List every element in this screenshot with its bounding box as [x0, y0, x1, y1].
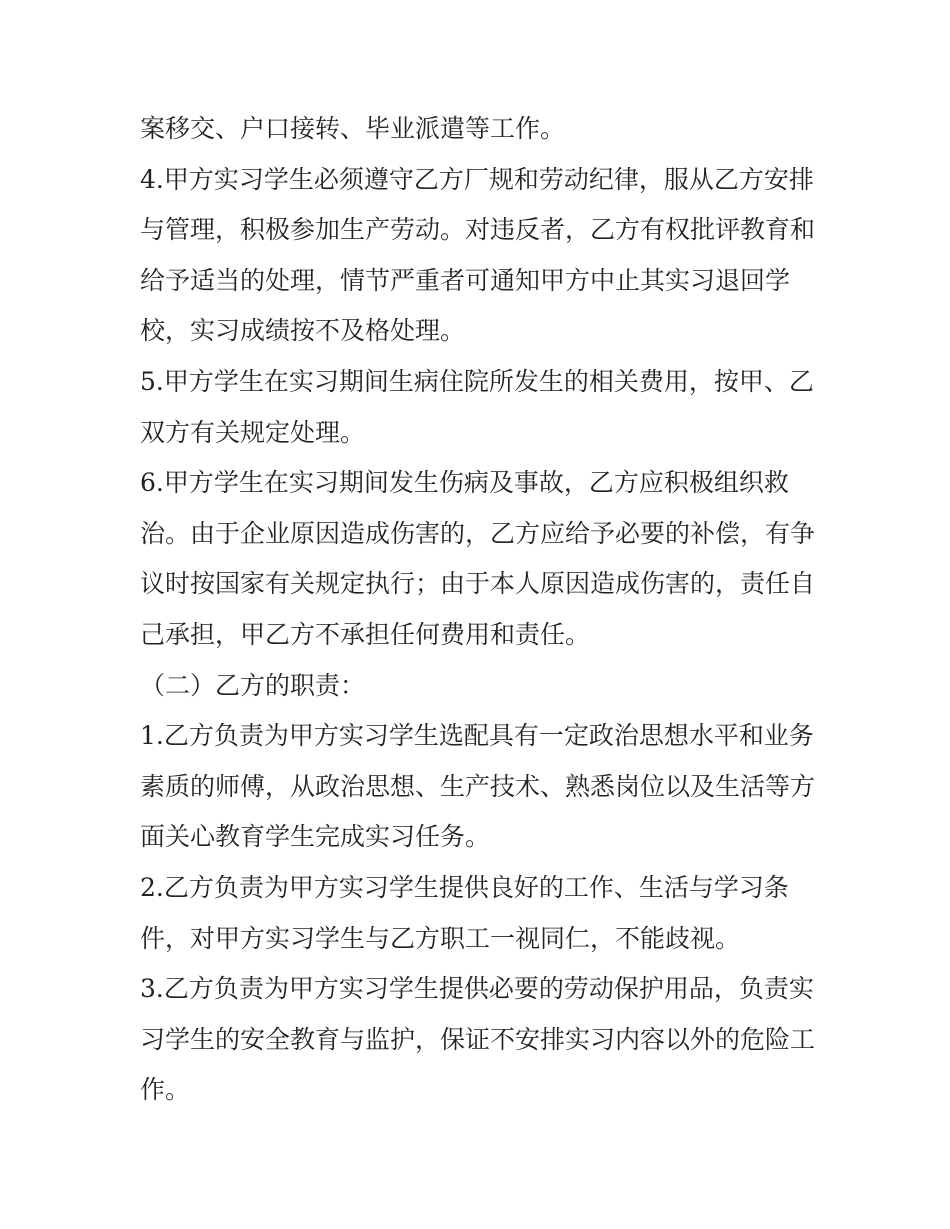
text-line: 议时按国家有关规定执行；由于本人原因造成伤害的，责任自: [140, 569, 816, 599]
text-line: 4.甲方实习学生必须遵守乙方厂规和劳动纪律，服从乙方安排: [140, 164, 814, 194]
text-line: 己承担，甲乙方不承担任何费用和责任。: [140, 619, 591, 649]
text-line: 面关心教育学生完成实习任务。: [140, 822, 491, 852]
text-line: 治。由于企业原因造成伤害的，乙方应给予必要的补偿，有争: [140, 518, 816, 548]
text-line: 件，对甲方实习学生与乙方职工一视同仁，不能歧视。: [140, 923, 741, 953]
text-line: 3.乙方负责为甲方实习学生提供必要的劳动保护用品，负责实: [140, 974, 814, 1004]
text-line: 校，实习成绩按不及格处理。: [140, 316, 466, 346]
section-heading: （二）乙方的职责：: [140, 670, 366, 700]
text-line: 双方有关规定处理。: [140, 417, 366, 447]
text-line: 1.乙方负责为甲方实习学生选配具有一定政治思想水平和业务: [140, 721, 814, 751]
text-line: 作。: [140, 1075, 191, 1105]
text-line: 6.甲方学生在实习期间发生伤病及事故，乙方应积极组织救: [140, 468, 789, 498]
text-line: 2.乙方负责为甲方实习学生提供良好的工作、生活与学习条: [140, 872, 789, 902]
text-line: 给予适当的处理，情节严重者可通知甲方中止其实习退回学: [140, 265, 791, 295]
document-body: [140, 104, 820, 1116]
text-line: 与管理，积极参加生产劳动。对违反者，乙方有权批评教育和: [140, 215, 816, 245]
text-line: 素质的师傅，从政治思想、生产技术、熟悉岗位以及生活等方: [140, 771, 816, 801]
text-line: 习学生的安全教育与监护，保证不安排实习内容以外的危险工: [140, 1024, 816, 1054]
text-line: 5.甲方学生在实习期间生病住院所发生的相关费用，按甲、乙: [140, 366, 814, 396]
text-line: 案移交、户口接转、毕业派遣等工作。: [140, 114, 566, 143]
